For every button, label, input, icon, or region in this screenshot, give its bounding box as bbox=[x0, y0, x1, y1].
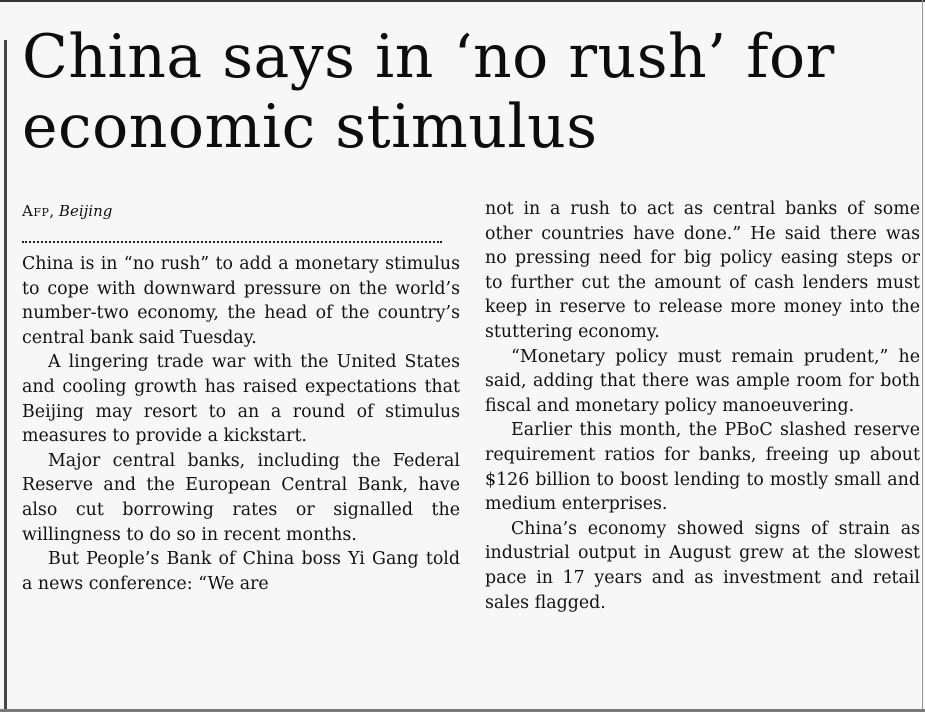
left-border-rule bbox=[4, 40, 7, 712]
headline: China says in ‘no rush’ for economic stimulus bbox=[22, 22, 835, 162]
byline bbox=[22, 197, 460, 225]
byline-agency: Afp bbox=[22, 202, 50, 220]
article-paragraph-continued: not in a rush to act as central banks of some other countries have done.” He said there was no pressing need for big policy easing steps or to further cut the amount of cash lenders must keep in reserve to release more money into the stuttering economy. bbox=[485, 199, 920, 342]
dotted-separator bbox=[22, 225, 442, 243]
article-paragraph: China’s economy showed signs of strain as industrial output in August grew at the slowest pace in 17 years and as investment and retail sales flagged. bbox=[485, 518, 920, 613]
article-paragraph: But People’s Bank of China boss Yi Gang told a news conference: “We are bbox=[22, 549, 460, 594]
byline-separator: , bbox=[49, 202, 59, 220]
right-border-rule bbox=[922, 0, 923, 712]
article-paragraph: China is in “no rush” to add a monetary stimulus to cope with downward pressure on the world’s number-two economy, the head of the country’s central bank said Tuesday. bbox=[22, 254, 460, 348]
article-paragraph: A lingering trade war with the United States and cooling growth has raised expectations that Beijing may resort to an a round of stimulus measures to provide a kickstart. bbox=[22, 352, 460, 447]
byline-place: Beijing bbox=[58, 202, 113, 220]
article-paragraph: Major central banks, including the Federal Reserve and the European Central Bank, have also cut borrowing rates or signalled the willingness to do so in recent months. bbox=[22, 450, 460, 545]
left-column bbox=[22, 197, 460, 596]
article-paragraph: “Monetary policy must remain prudent,” he said, adding that there was ample room for both fiscal and monetary policy manoeuvering. bbox=[485, 346, 920, 416]
top-border-rule bbox=[0, 0, 925, 2]
article-paragraph: Earlier this month, the PBoC slashed reserve requirement ratios for banks, freeing up about $126 billion to boost lending to mostly small and medium enterprises. bbox=[485, 420, 920, 515]
right-column bbox=[485, 197, 920, 615]
